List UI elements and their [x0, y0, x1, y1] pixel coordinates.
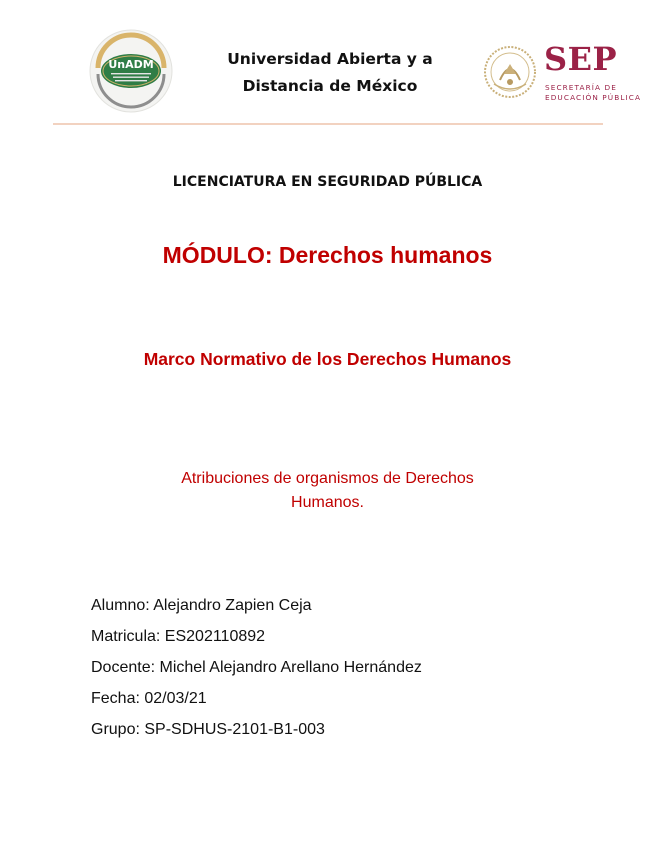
unadm-logo-text: UnADM — [108, 58, 154, 71]
sep-logo-subtitle — [545, 83, 655, 102]
sep-subtitle-line-1: SECRETARÍA DE — [545, 83, 617, 92]
module-title: MÓDULO: Derechos humanos — [162, 242, 493, 268]
sep-subtitle-line-2: EDUCACIÓN PÚBLICA — [545, 92, 642, 102]
sep-seal-icon — [480, 44, 540, 100]
student-info — [91, 594, 571, 749]
career-title: LICENCIATURA EN SEGURIDAD PÚBLICA — [172, 174, 483, 190]
university-title — [200, 46, 460, 100]
activity-title-line-2: Humanos. — [291, 494, 364, 511]
activity-title — [140, 467, 515, 515]
sep-logo-word: SEP — [544, 40, 618, 78]
student-id: Matricula: ES202110892 — [91, 628, 266, 645]
header-divider — [53, 123, 603, 125]
unadm-logo — [88, 28, 174, 114]
activity-title-line-1: Atribuciones de organismos de Derechos — [181, 470, 474, 487]
unit-title: Marco Normativo de los Derechos Humanos — [143, 349, 512, 369]
date: Fecha: 02/03/21 — [91, 690, 207, 707]
university-title-line-1: Universidad Abierta y a — [227, 50, 433, 68]
teacher-name: Docente: Michel Alejandro Arellano Hernández — [91, 659, 422, 676]
group: Grupo: SP-SDHUS-2101-B1-003 — [91, 721, 325, 738]
student-name: Alumno: Alejandro Zapien Ceja — [91, 597, 312, 614]
university-title-line-2: Distancia de México — [242, 77, 418, 95]
